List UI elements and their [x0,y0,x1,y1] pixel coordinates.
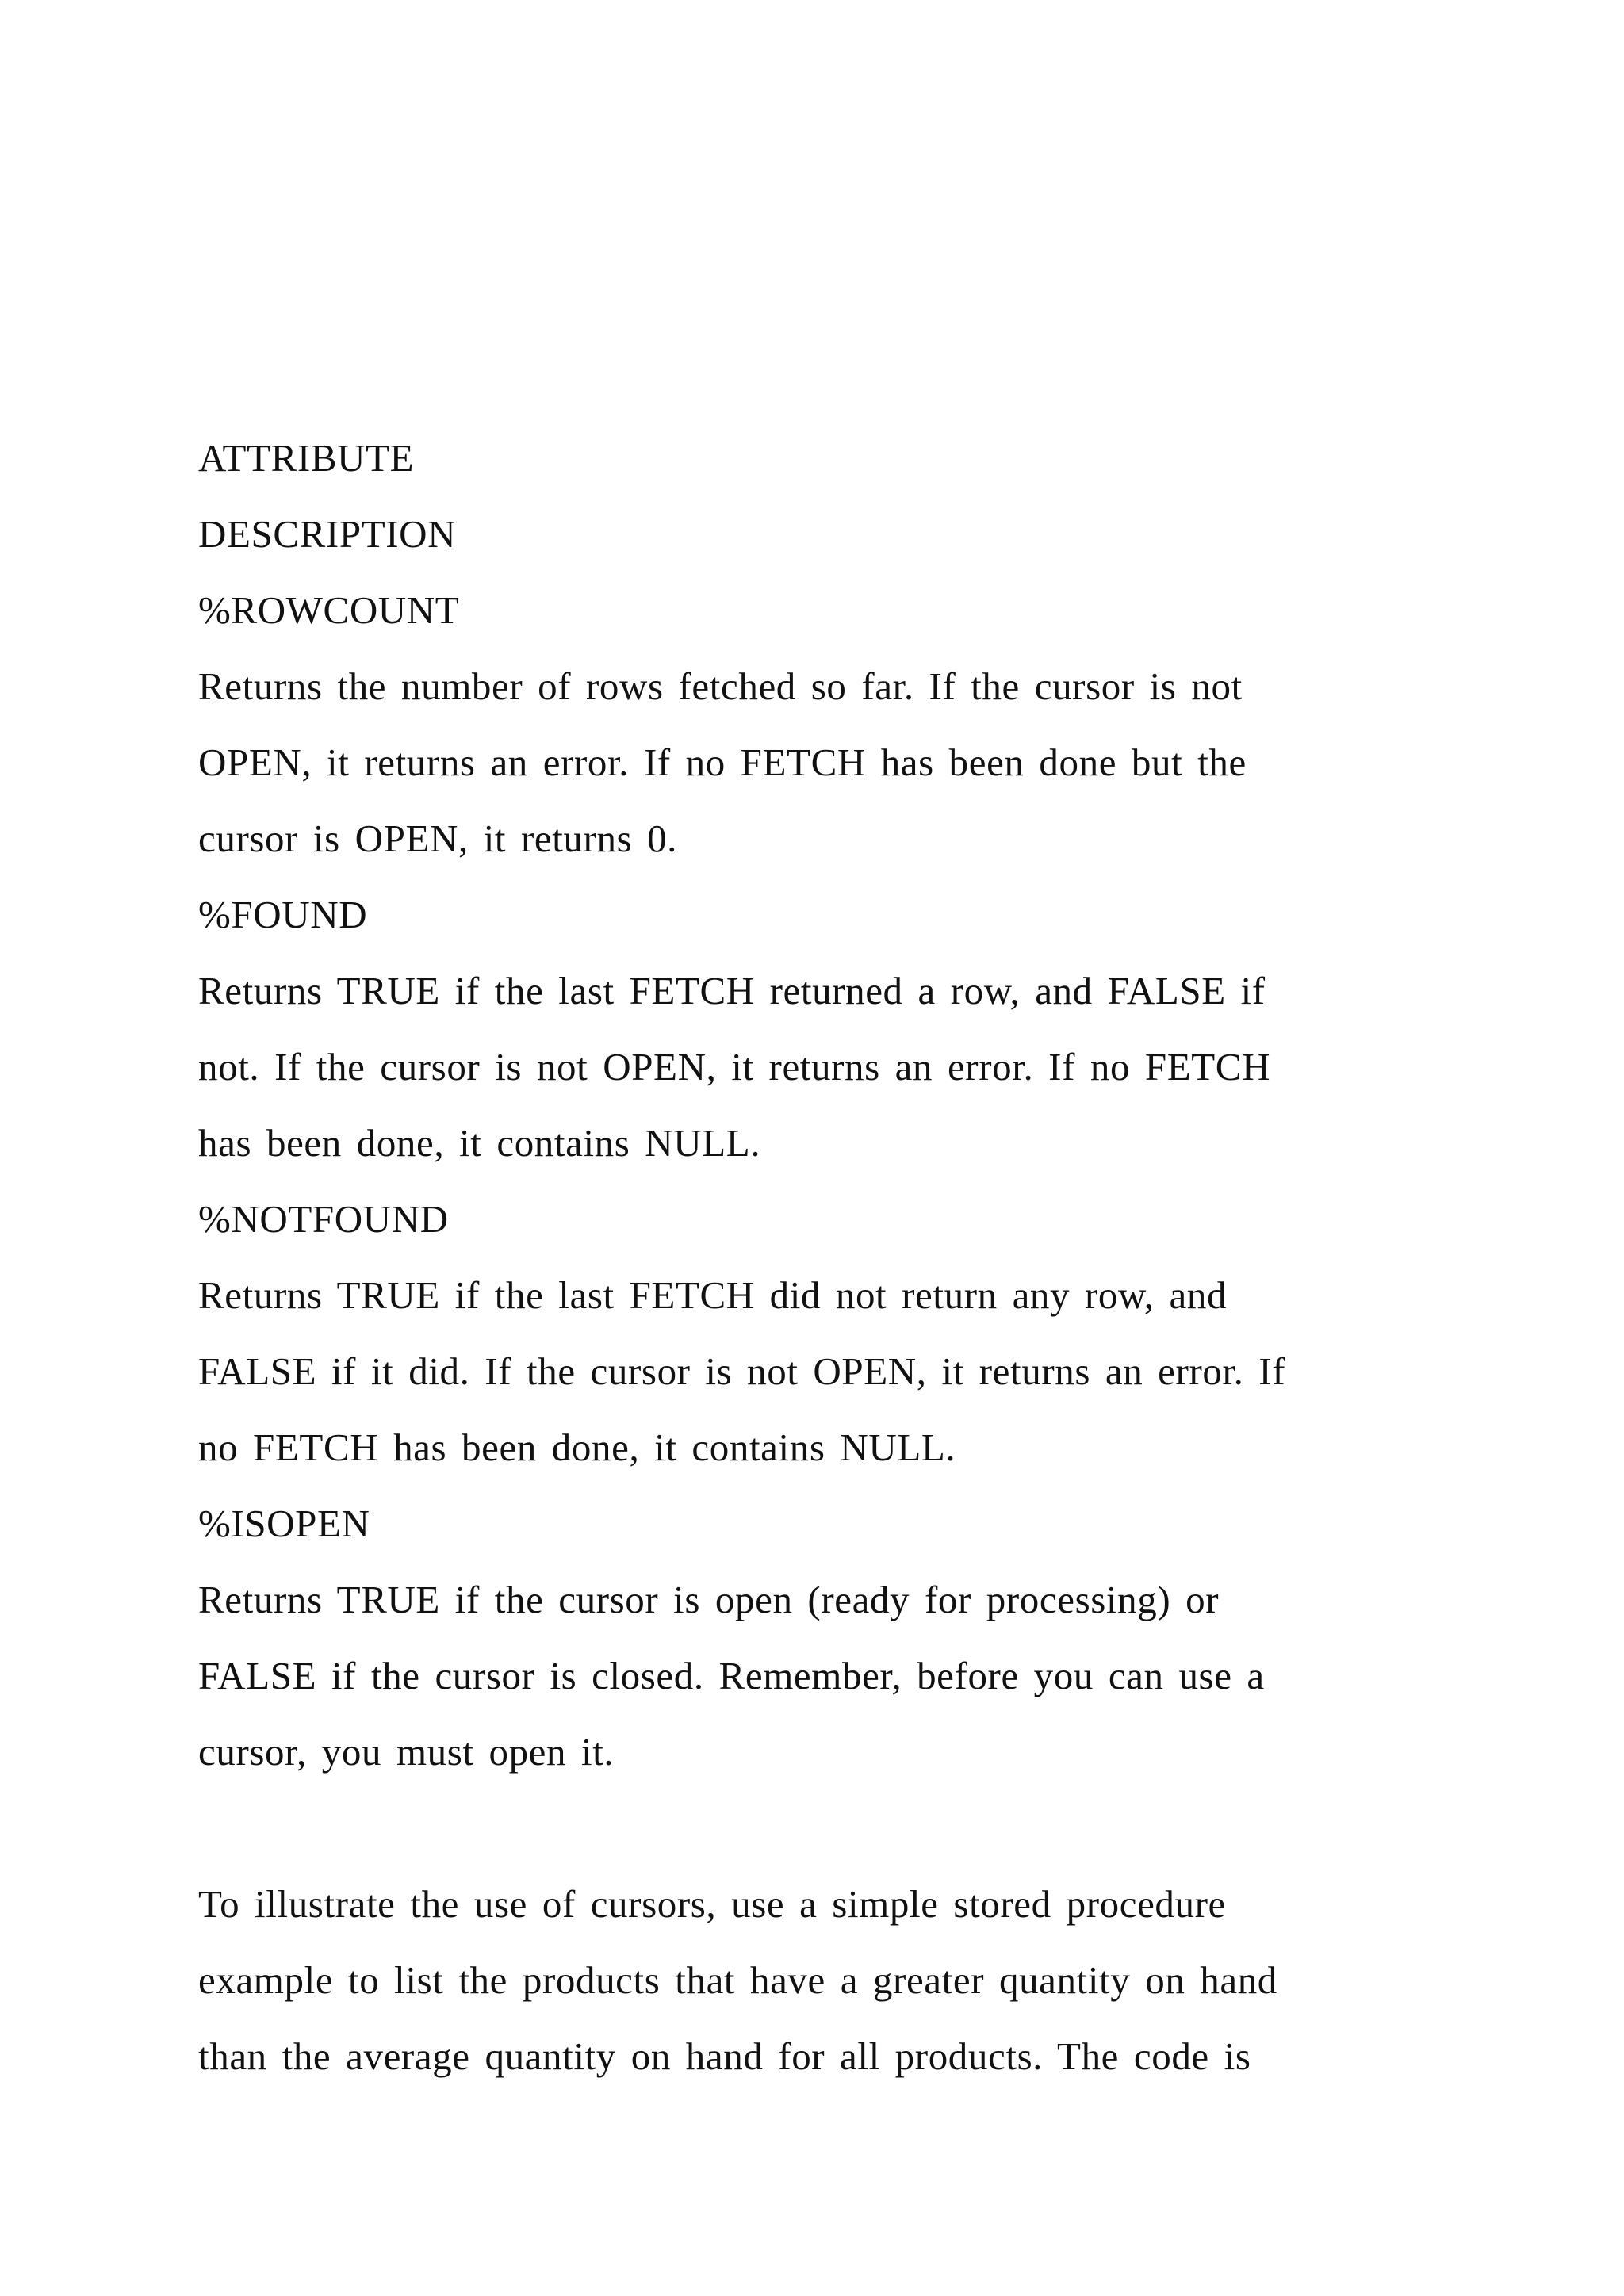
isopen-description-line: FALSE if the cursor is closed. Remember, before you can use a [198,1654,1265,1697]
found-description-line: has been done, it contains NULL. [198,1121,761,1165]
rowcount-description-line: OPEN, it returns an error. If no FETCH has been done but the [198,740,1247,784]
rowcount-attribute: %ROWCOUNT [198,588,460,632]
notfound-description-line: no FETCH has been done, it contains NULL. [198,1425,956,1469]
body-paragraph-line: To illustrate the use of cursors, use a simple stored procedure [198,1882,1226,1926]
isopen-description-line: cursor, you must open it. [198,1730,615,1774]
notfound-description-line: Returns TRUE if the last FETCH did not return any row, and [198,1273,1228,1317]
document-body [198,420,1467,2095]
found-description-line: not. If the cursor is not OPEN, it returns an error. If no FETCH [198,1045,1271,1089]
paragraph-spacer [198,1790,1467,1866]
body-paragraph-line: than the average quantity on hand for all products. The code is [198,2034,1251,2078]
attribute-heading: ATTRIBUTE [198,436,415,480]
isopen-attribute: %ISOPEN [198,1502,370,1545]
description-heading: DESCRIPTION [198,512,457,556]
notfound-attribute: %NOTFOUND [198,1197,449,1241]
body-paragraph-line: example to list the products that have a greater quantity on hand [198,1958,1277,2002]
rowcount-description-line: Returns the number of rows fetched so far. If the cursor is not [198,664,1243,708]
notfound-description-line: FALSE if it did. If the cursor is not OPEN, it returns an error. If [198,1349,1286,1393]
found-attribute: %FOUND [198,893,368,936]
found-description-line: Returns TRUE if the last FETCH returned a row, and FALSE if [198,969,1266,1012]
isopen-description-line: Returns TRUE if the cursor is open (ready for processing) or [198,1578,1220,1621]
rowcount-description-line: cursor is OPEN, it returns 0. [198,817,678,860]
